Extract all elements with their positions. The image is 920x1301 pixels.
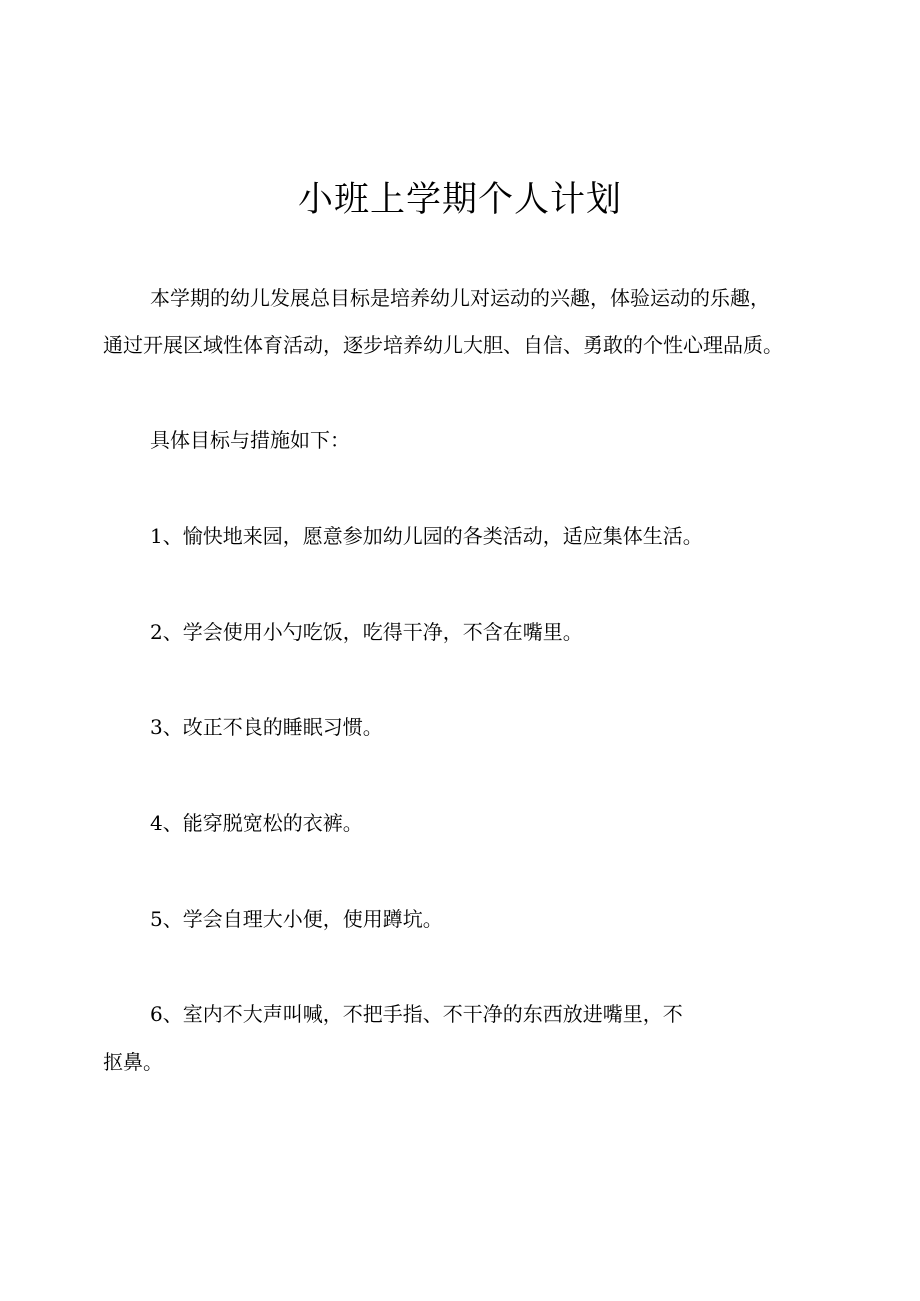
list-item: 1、愉快地来园，愿意参加幼儿园的各类活动，适应集体生活。	[150, 524, 703, 548]
list-item-6-line-1: 6、室内不大声叫喊，不把手指、不干净的东西放进嘴里，不	[150, 1002, 683, 1026]
intro-line-1: 本学期的幼儿发展总目标是培养幼儿对运动的兴趣，体验运动的乐趣，	[150, 286, 770, 310]
document-title: 小班上学期个人计划	[297, 180, 622, 220]
list-item-6-line-2: 抠鼻。	[103, 1050, 163, 1074]
list-item: 4、能穿脱宽松的衣裤。	[150, 811, 363, 835]
list-item: 2、学会使用小勺吃饭，吃得干净，不含在嘴里。	[150, 620, 583, 644]
intro-line-2: 通过开展区域性体育活动，逐步培养幼儿大胆、自信、勇敢的个性心理品质。	[103, 333, 783, 357]
list-item: 3、改正不良的睡眠习惯。	[150, 715, 383, 739]
goals-heading: 具体目标与措施如下：	[150, 428, 350, 452]
list-item: 5、学会自理大小便，使用蹲坑。	[150, 907, 443, 931]
